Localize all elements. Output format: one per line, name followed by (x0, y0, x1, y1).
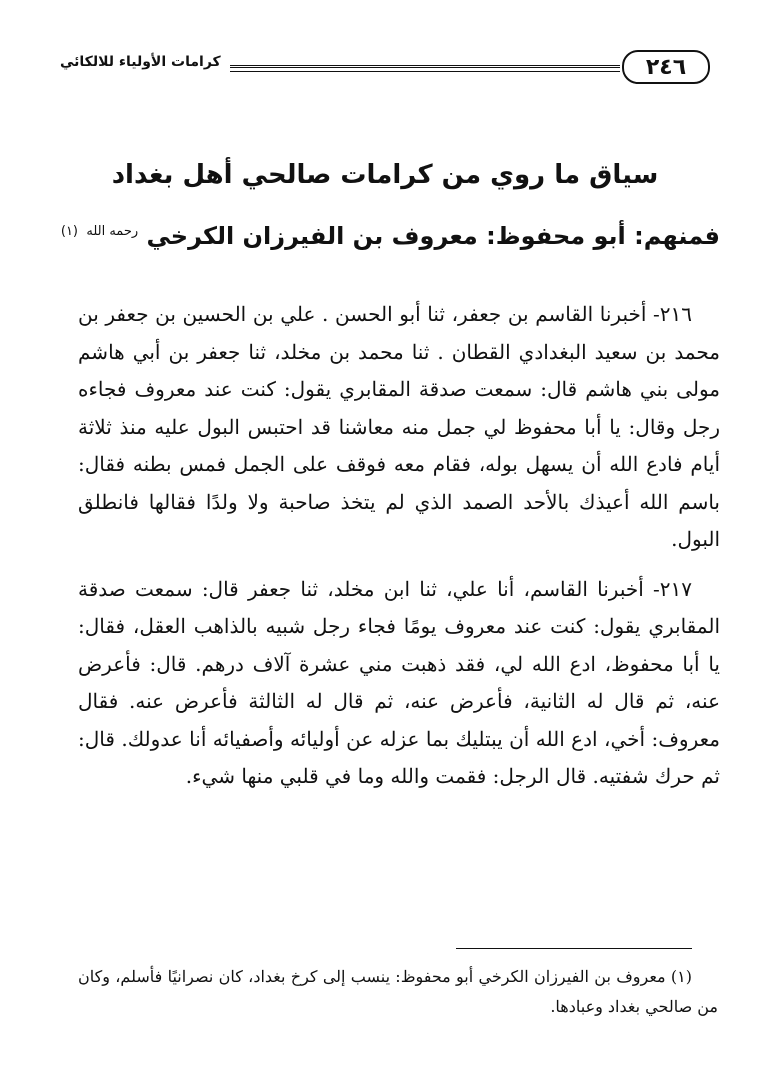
page-number: ٢٤٦ (622, 50, 710, 84)
footnote-1: (١) معروف بن الفيرزان الكرخي أبو محفوظ: ينسب إلى كرخ بغداد، كان نصرانيًا فأسلم، وكان من صالحي بغداد وعبادها. (78, 967, 718, 1016)
footnote-separator (456, 948, 692, 949)
honorific-mark: رحمه الله (86, 224, 139, 239)
header-rule (230, 65, 620, 68)
footnote-reference: (١) (60, 224, 78, 239)
section-title: سياق ما روي من كرامات صالحي أهل بغداد (111, 160, 659, 190)
subsection-title (60, 222, 720, 250)
paragraph-216: ٢١٦- أخبرنا القاسم بن جعفر، ثنا أبو الحسن . علي بن الحسين بن جعفر بن محمد بن سعيد البغدادي القطان . ثنا محمد بن مخلد، ثنا جعفر بن أبي هاشم مولى بني هاشم قال: سمعت صدقة المقابري يقول: كنت عند معروف فجاءه رجل وقال: يا أبا محفوظ لي جمل منه معاشنا قد احتبس البول عليه منذ ثلاثة أيام فادع الله أن يسهل بوله، فقام معه فوقف على الجمل فمس بطنه فقال: باسم الله أعيذك بالأحد الصمد الذي لم يتخذ صاحبة ولا ولدًا فقالها فانطلق البول. (78, 302, 721, 551)
footnotes (78, 962, 718, 1022)
body-text (78, 296, 720, 808)
paragraph-217: ٢١٧- أخبرنا القاسم، أنا علي، ثنا ابن مخلد، ثنا جعفر قال: سمعت صدقة المقابري يقول: كنت عند معروف يومًا فجاء رجل شبيه بالذاهب العقل، فقال: يا أبا محفوظ، ادع الله لي، فقد ذهبت مني عشرة آلاف درهم. قال: فأعرض عنه، ثم قال له الثانية، فأعرض عنه، ثم قال له الثالثة فأعرض عنه. فقال معروف: أخي، ادع الله أن يبتليك بما عزله عن أوليائه وأصفيائه أنا عدولك. قال: ثم حرك شفتيه. قال الرجل: فقمت والله وما في قلبي منها شيء. (78, 576, 720, 788)
subsection-title-text: فمنهم: أبو محفوظ: معروف بن الفيرزان الكرخي (146, 222, 720, 250)
running-title: كرامات الأولياء للالكائي (60, 54, 221, 70)
page-header (60, 48, 710, 88)
